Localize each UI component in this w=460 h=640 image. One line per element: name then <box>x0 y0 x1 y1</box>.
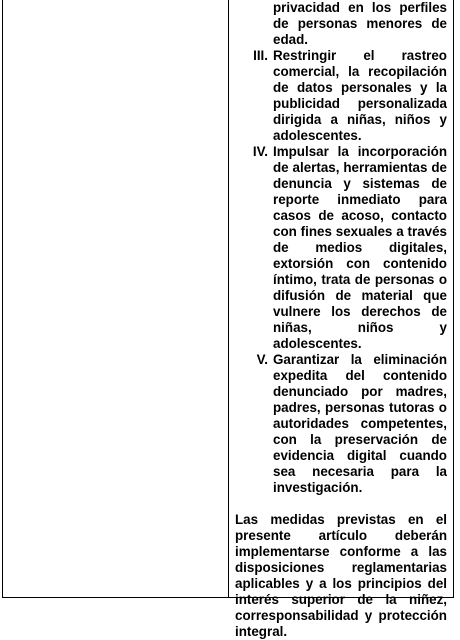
fraction-text: Restringir el rastreo comercial, la recopilación de datos personales y la publicidad personalizada dirigida a niñas, niños y adolescentes. <box>273 48 447 143</box>
comparison-table <box>2 0 454 639</box>
fraction-numeral: III. <box>253 48 268 63</box>
fraction-item-iv <box>235 144 447 352</box>
fraction-numeral: V. <box>256 352 268 367</box>
fraction-text: Garantizar la eliminación expedita del contenido denunciado por madres, padres, personas tutoras o autoridades competentes, con la preservación de evidencia digital cuando sea necesaria para la investigación. <box>273 352 447 495</box>
fraction-item-v <box>235 352 447 496</box>
fraction-text: Impulsar la incorporación de alertas, herramientas de denuncia y sistemas de reporte inmediato para casos de acoso, contacto con fines sexuales a través de medios digitales, extorsión con contenido íntimo, trata de personas o difusión de material que vulnere los derechos de niñas, niños y adolescentes. <box>273 144 447 351</box>
closing-paragraph: Las medidas previstas en el presente artículo deberán implementarse conforme a las disposiciones reglamentarias aplicables y a los principios del interés superior de la niñez, corresponsabilidad y protección integral. <box>235 512 447 639</box>
table-left-column <box>3 0 229 597</box>
fraction-item-iii <box>235 48 447 144</box>
fraction-list <box>235 48 447 496</box>
continued-fraction-text: privacidad en los perfiles de personas menores de edad. <box>273 0 447 47</box>
table-right-column <box>229 0 454 639</box>
fraction-numeral: IV. <box>252 144 268 159</box>
